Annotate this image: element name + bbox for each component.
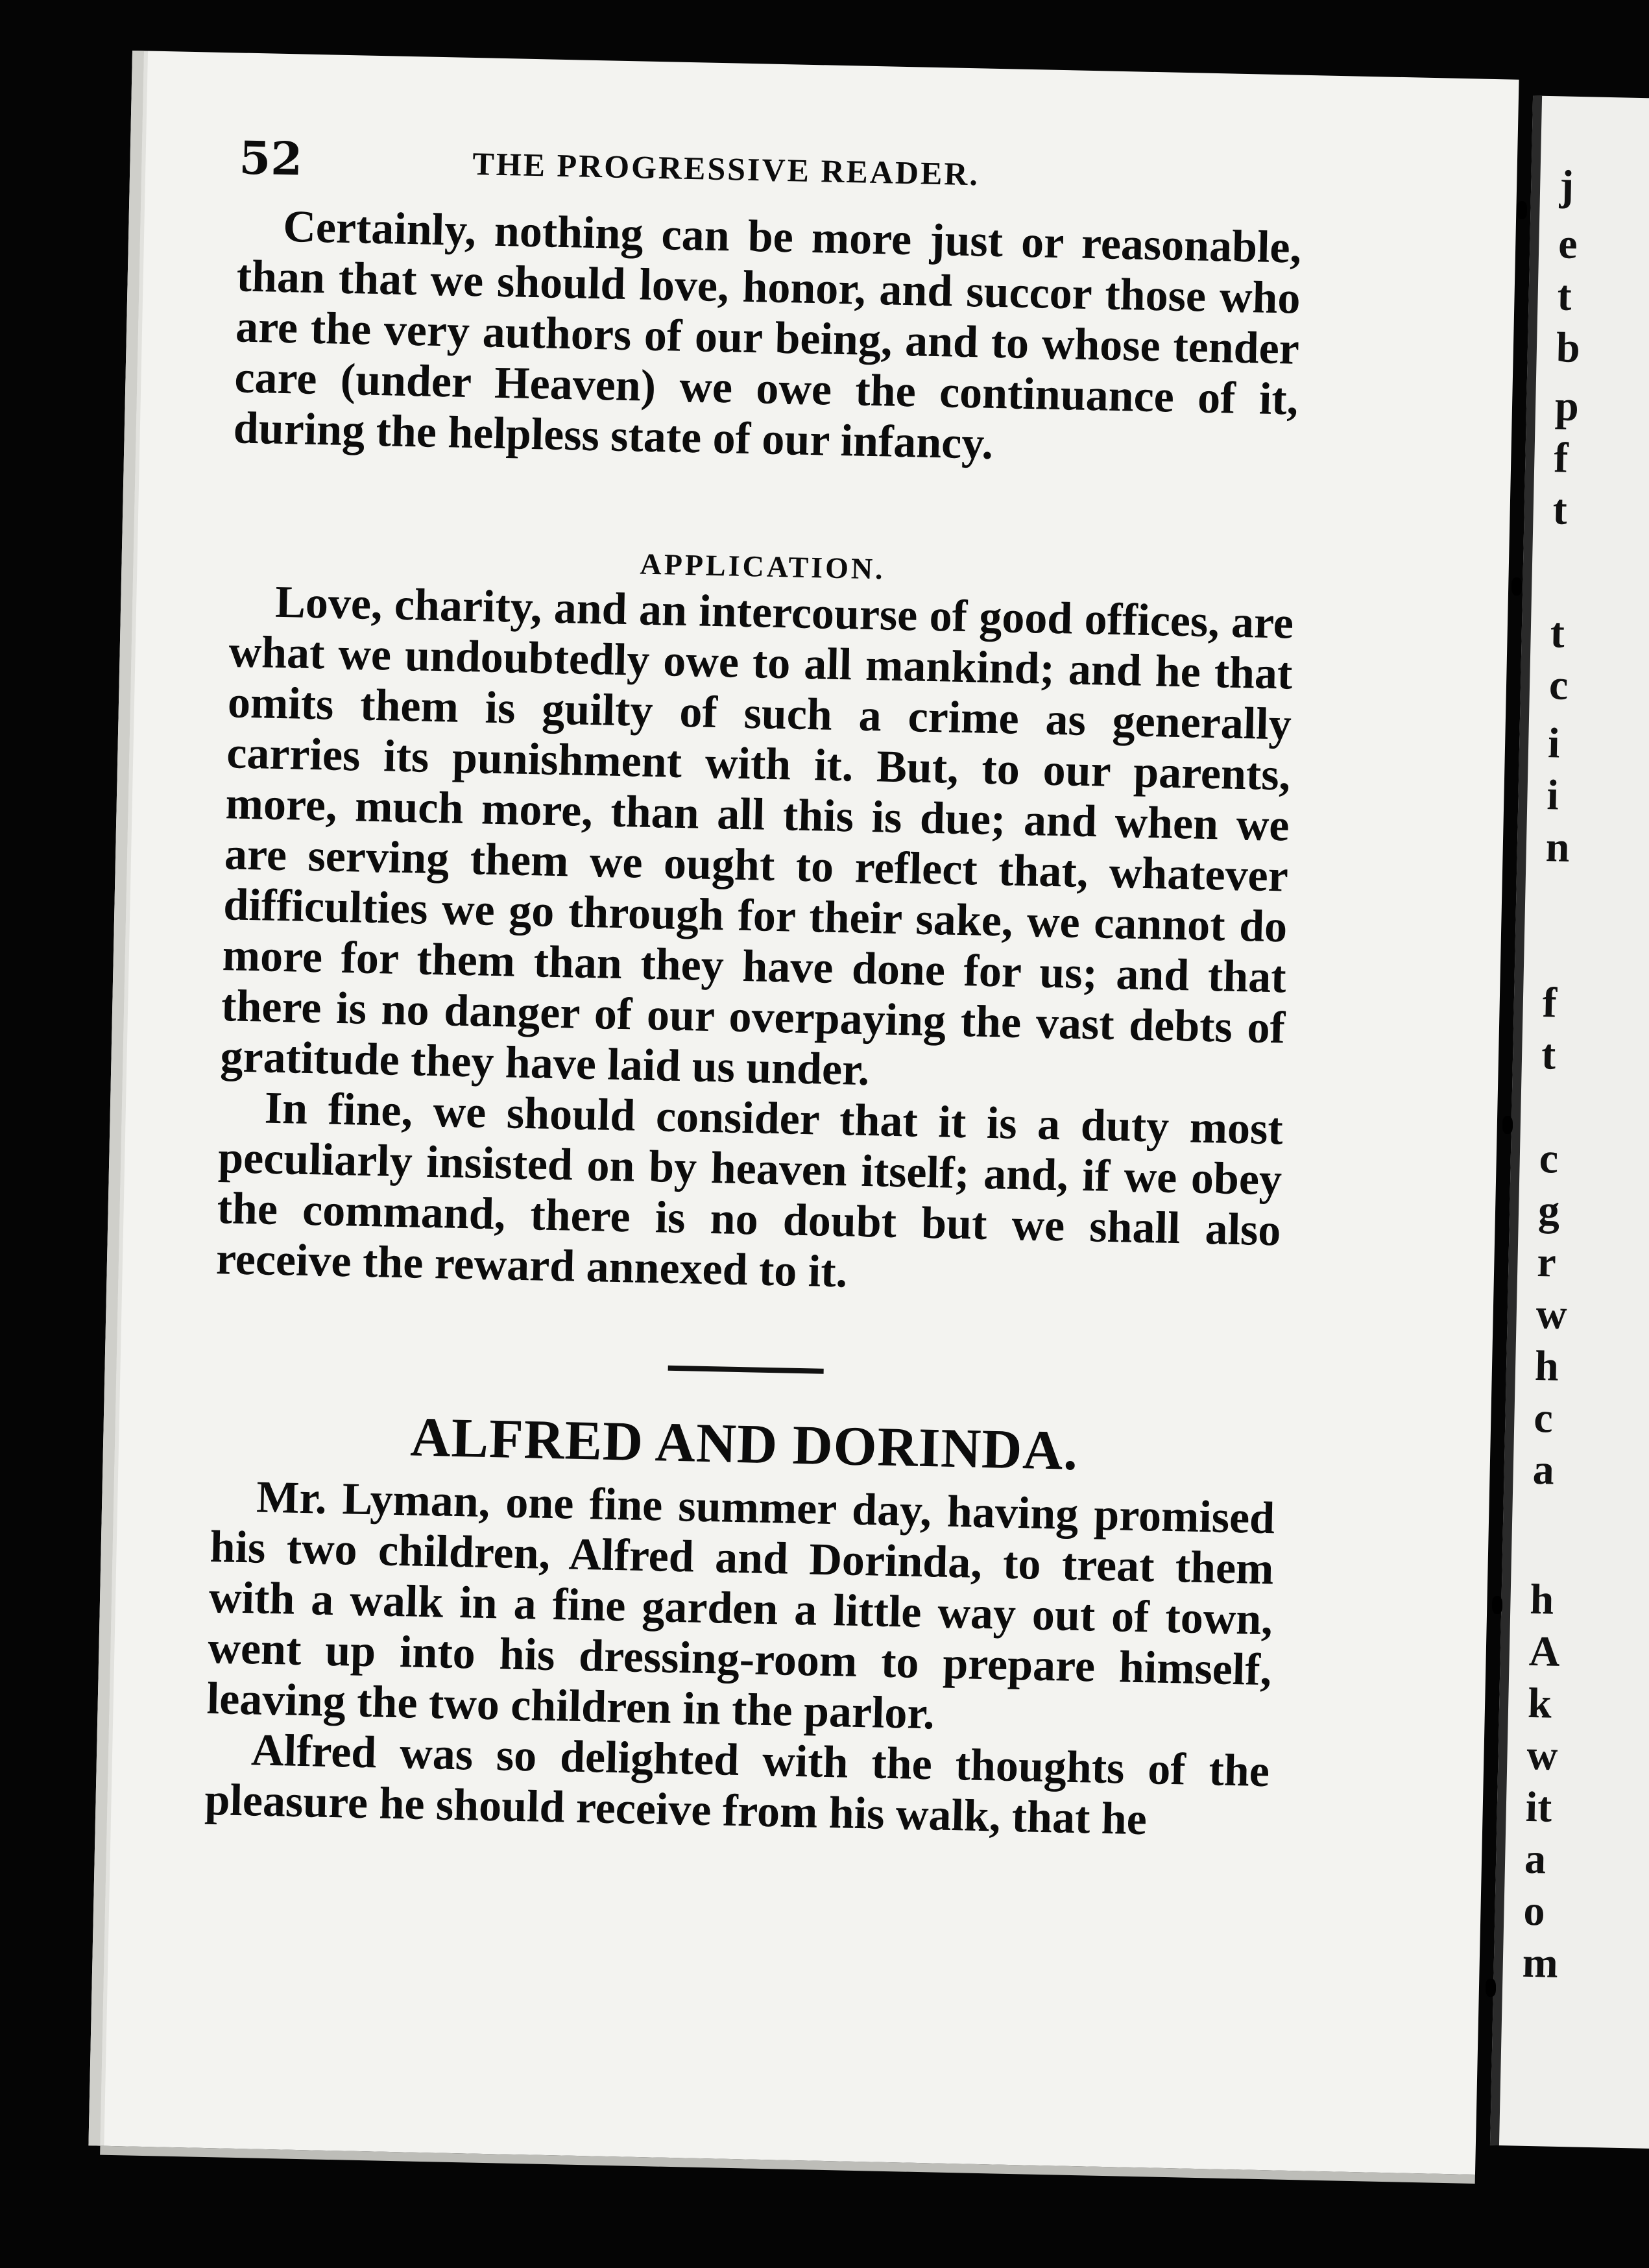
facing-fragment: h [1534, 1342, 1559, 1390]
facing-fragment: t [1552, 486, 1568, 534]
facing-fragment: A [1528, 1627, 1561, 1676]
facing-fragment: w [1535, 1290, 1568, 1338]
facing-fragment: g [1537, 1187, 1560, 1235]
facing-fragment: w [1526, 1731, 1558, 1779]
facing-fragment: e [1558, 220, 1578, 268]
facing-fragment: f [1542, 979, 1558, 1027]
story-paragraph: Mr. Lyman, one fine summer day, having promised his two children, Alfred and Dorinda, to treat them with a walk in a fine garden a little way out of town, went up into his dressing-room to prepare himself, leaving the two children in the parlor. [206, 1472, 1275, 1739]
facing-fragment: c [1548, 661, 1569, 709]
story-title: ALFRED AND DORINDA. [409, 1405, 1079, 1482]
binding-mark [1517, 201, 1527, 219]
facing-fragment: t [1541, 1031, 1556, 1079]
binding-mark [1486, 1979, 1496, 1997]
facing-fragment: o [1523, 1887, 1546, 1935]
facing-page [1490, 95, 1649, 2149]
binding-mark [1492, 1596, 1502, 1614]
page-content [204, 130, 1303, 1848]
facing-fragment: b [1556, 324, 1581, 372]
intro-paragraph: Certainly, nothing can be more just or reasonable, than that we should love, honor, and succor those who are the very authors of our being, and to whose tender care (under Heaven) we owe the continuance of it, during the helpless state of our infancy. [233, 201, 1302, 469]
facing-fragment: n [1545, 823, 1571, 871]
facing-fragment: k [1527, 1679, 1552, 1728]
application-heading: APPLICATION. [640, 547, 886, 586]
facing-fragment: t [1556, 272, 1572, 320]
section-divider [668, 1366, 824, 1374]
application-paragraph: In fine, we should consider that it is a duty most peculiarly insisted on by heaven itself; and, if we obey the command, there is no doubt but we shall also receive the reward annexed to it. [215, 1083, 1284, 1297]
facing-fragment: c [1533, 1393, 1554, 1442]
facing-fragment: t [1550, 609, 1565, 657]
facing-fragment: i [1546, 771, 1559, 819]
facing-fragment: c [1539, 1135, 1559, 1183]
running-title: THE PROGRESSIVE READER. [472, 145, 980, 193]
facing-fragment: h [1529, 1575, 1555, 1624]
page-number: 52 [238, 130, 303, 186]
facing-fragment: a [1524, 1835, 1547, 1883]
facing-fragment: m [1522, 1938, 1559, 1987]
facing-fragment: r [1536, 1238, 1557, 1286]
facing-fragment: it [1525, 1783, 1552, 1831]
story-paragraph: Alfred was so delighted with the thoughts of the pleasure he should receive from his walk, that he [204, 1725, 1270, 1845]
facing-fragment: p [1554, 382, 1580, 431]
binding-mark [1511, 577, 1522, 596]
facing-fragment: j [1559, 162, 1574, 210]
binding-mark [1502, 1116, 1513, 1134]
application-paragraph: Love, charity, and an intercourse of good offices, are what we undoubtedly owe to all mankind; and he that omits them is guilty of such a crime as generally carries its punishment with it. But, to our parents, more, much more, than all this is due; and when we are serving them we ought to reflect that, whatever difficulties we go through for their sake, we cannot do more for them than they have done for us; and that there is no danger of our overpaying the vast debts of gratitude they have laid us under. [219, 577, 1294, 1096]
facing-fragment: i [1547, 719, 1561, 767]
running-head [239, 130, 1304, 211]
facing-fragment: a [1532, 1445, 1555, 1494]
facing-fragment: f [1553, 434, 1569, 482]
book-page [88, 51, 1519, 2175]
